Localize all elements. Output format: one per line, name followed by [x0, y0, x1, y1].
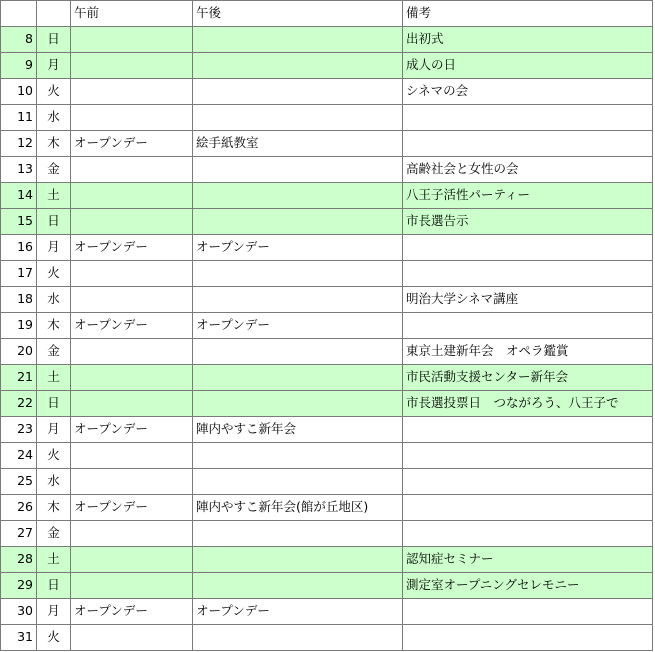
table-row — [1, 79, 653, 105]
pm-cell[interactable] — [193, 547, 403, 573]
note-cell[interactable]: 認知症セミナー — [403, 547, 653, 573]
weekday-cell[interactable]: 木 — [37, 131, 71, 157]
table-row — [1, 183, 653, 209]
header-cell-weekday[interactable] — [37, 1, 71, 27]
note-cell[interactable] — [403, 131, 653, 157]
weekday-cell[interactable]: 土 — [37, 183, 71, 209]
note-cell[interactable] — [403, 521, 653, 547]
table-row — [1, 53, 653, 79]
day-cell[interactable]: 11 — [1, 105, 37, 131]
note-cell[interactable]: 市民活動支援センター新年会 — [403, 365, 653, 391]
note-cell[interactable] — [403, 417, 653, 443]
am-cell[interactable]: オープンデー — [71, 417, 193, 443]
note-cell[interactable]: 高齢社会と女性の会 — [403, 157, 653, 183]
weekday-cell[interactable]: 水 — [37, 469, 71, 495]
pm-cell[interactable]: 陣内やすこ新年会(館が丘地区) — [193, 495, 403, 521]
weekday-cell[interactable]: 月 — [37, 417, 71, 443]
day-cell[interactable]: 31 — [1, 625, 37, 651]
table-row — [1, 469, 653, 495]
am-cell[interactable] — [71, 209, 193, 235]
pm-cell[interactable] — [193, 625, 403, 651]
note-cell[interactable] — [403, 495, 653, 521]
note-cell[interactable]: シネマの会 — [403, 79, 653, 105]
table-row — [1, 521, 653, 547]
day-cell[interactable]: 18 — [1, 287, 37, 313]
pm-cell[interactable] — [193, 365, 403, 391]
day-cell[interactable]: 20 — [1, 339, 37, 365]
am-cell[interactable]: オープンデー — [71, 599, 193, 625]
day-cell[interactable]: 10 — [1, 79, 37, 105]
pm-cell[interactable] — [193, 157, 403, 183]
weekday-cell[interactable]: 日 — [37, 209, 71, 235]
table-row — [1, 157, 653, 183]
pm-cell[interactable] — [193, 443, 403, 469]
table-row — [1, 443, 653, 469]
pm-cell[interactable] — [193, 183, 403, 209]
pm-cell[interactable]: オープンデー — [193, 313, 403, 339]
am-cell[interactable]: オープンデー — [71, 495, 193, 521]
table-row — [1, 495, 653, 521]
pm-cell[interactable] — [193, 339, 403, 365]
header-cell-day[interactable] — [1, 1, 37, 27]
note-cell[interactable] — [403, 261, 653, 287]
weekday-cell[interactable]: 日 — [37, 573, 71, 599]
day-cell[interactable]: 12 — [1, 131, 37, 157]
am-cell[interactable] — [71, 365, 193, 391]
am-cell[interactable] — [71, 391, 193, 417]
day-cell[interactable]: 27 — [1, 521, 37, 547]
weekday-cell[interactable]: 金 — [37, 521, 71, 547]
weekday-cell[interactable]: 水 — [37, 287, 71, 313]
pm-cell[interactable] — [193, 287, 403, 313]
weekday-cell[interactable]: 金 — [37, 157, 71, 183]
weekday-cell[interactable]: 水 — [37, 105, 71, 131]
table-row — [1, 209, 653, 235]
table-row — [1, 27, 653, 53]
am-cell[interactable] — [71, 157, 193, 183]
pm-cell[interactable] — [193, 391, 403, 417]
am-cell[interactable] — [71, 443, 193, 469]
day-cell[interactable]: 19 — [1, 313, 37, 339]
pm-cell[interactable] — [193, 53, 403, 79]
note-cell[interactable]: 測定室オープニングセレモニー — [403, 573, 653, 599]
am-cell[interactable] — [71, 261, 193, 287]
table-row — [1, 261, 653, 287]
table-row — [1, 599, 653, 625]
day-cell[interactable]: 14 — [1, 183, 37, 209]
am-cell[interactable]: オープンデー — [71, 313, 193, 339]
note-cell[interactable]: 市長選投票日 つながろう、八王子で — [403, 391, 653, 417]
weekday-cell[interactable]: 土 — [37, 547, 71, 573]
weekday-cell[interactable]: 火 — [37, 79, 71, 105]
day-cell[interactable]: 23 — [1, 417, 37, 443]
pm-cell[interactable] — [193, 27, 403, 53]
pm-cell[interactable] — [193, 261, 403, 287]
am-cell[interactable] — [71, 469, 193, 495]
note-cell[interactable] — [403, 469, 653, 495]
weekday-cell[interactable]: 月 — [37, 53, 71, 79]
am-cell[interactable]: オープンデー — [71, 235, 193, 261]
am-cell[interactable] — [71, 105, 193, 131]
day-cell[interactable]: 28 — [1, 547, 37, 573]
note-cell[interactable]: 八王子活性パーティー — [403, 183, 653, 209]
am-cell[interactable] — [71, 27, 193, 53]
table-row — [1, 417, 653, 443]
note-cell[interactable] — [403, 625, 653, 651]
pm-cell[interactable]: 陣内やすこ新年会 — [193, 417, 403, 443]
day-cell[interactable]: 16 — [1, 235, 37, 261]
pm-cell[interactable] — [193, 521, 403, 547]
note-cell[interactable]: 成人の日 — [403, 53, 653, 79]
note-cell[interactable] — [403, 599, 653, 625]
day-cell[interactable]: 26 — [1, 495, 37, 521]
am-cell[interactable] — [71, 547, 193, 573]
table-row — [1, 573, 653, 599]
weekday-cell[interactable]: 日 — [37, 27, 71, 53]
table-row — [1, 365, 653, 391]
am-cell[interactable] — [71, 339, 193, 365]
pm-cell[interactable] — [193, 105, 403, 131]
table-row — [1, 131, 653, 157]
weekday-cell[interactable]: 金 — [37, 339, 71, 365]
table-row — [1, 339, 653, 365]
day-cell[interactable]: 8 — [1, 27, 37, 53]
day-cell[interactable]: 15 — [1, 209, 37, 235]
am-cell[interactable] — [71, 625, 193, 651]
pm-cell[interactable]: 絵手紙教室 — [193, 131, 403, 157]
note-cell[interactable]: 市長選告示 — [403, 209, 653, 235]
pm-cell[interactable]: オープンデー — [193, 235, 403, 261]
weekday-cell[interactable]: 土 — [37, 365, 71, 391]
day-cell[interactable]: 24 — [1, 443, 37, 469]
table-row — [1, 547, 653, 573]
weekday-cell[interactable]: 月 — [37, 599, 71, 625]
weekday-cell[interactable]: 日 — [37, 391, 71, 417]
header-cell-note[interactable]: 備考 — [403, 1, 653, 27]
header-cell-am[interactable]: 午前 — [71, 1, 193, 27]
pm-cell[interactable] — [193, 573, 403, 599]
table-row — [1, 313, 653, 339]
pm-cell[interactable]: オープンデー — [193, 599, 403, 625]
day-cell[interactable]: 17 — [1, 261, 37, 287]
day-cell[interactable]: 29 — [1, 573, 37, 599]
day-cell[interactable]: 30 — [1, 599, 37, 625]
weekday-cell[interactable]: 火 — [37, 261, 71, 287]
am-cell[interactable] — [71, 183, 193, 209]
weekday-cell[interactable]: 火 — [37, 625, 71, 651]
table-row — [1, 625, 653, 651]
am-cell[interactable] — [71, 53, 193, 79]
weekday-cell[interactable]: 月 — [37, 235, 71, 261]
weekday-cell[interactable]: 木 — [37, 495, 71, 521]
table-row — [1, 287, 653, 313]
note-cell[interactable] — [403, 313, 653, 339]
note-cell[interactable] — [403, 105, 653, 131]
day-cell[interactable]: 21 — [1, 365, 37, 391]
header-cell-pm[interactable]: 午後 — [193, 1, 403, 27]
am-cell[interactable]: オープンデー — [71, 131, 193, 157]
header-row — [1, 1, 653, 27]
note-cell[interactable]: 出初式 — [403, 27, 653, 53]
day-cell[interactable]: 9 — [1, 53, 37, 79]
schedule-body — [1, 1, 653, 651]
note-cell[interactable] — [403, 235, 653, 261]
day-cell[interactable]: 22 — [1, 391, 37, 417]
table-row — [1, 235, 653, 261]
am-cell[interactable] — [71, 79, 193, 105]
weekday-cell[interactable]: 火 — [37, 443, 71, 469]
note-cell[interactable] — [403, 443, 653, 469]
am-cell[interactable] — [71, 521, 193, 547]
note-cell[interactable]: 東京土建新年会 オペラ鑑賞 — [403, 339, 653, 365]
note-cell[interactable]: 明治大学シネマ講座 — [403, 287, 653, 313]
day-cell[interactable]: 25 — [1, 469, 37, 495]
am-cell[interactable] — [71, 287, 193, 313]
table-row — [1, 391, 653, 417]
table-row — [1, 105, 653, 131]
pm-cell[interactable] — [193, 469, 403, 495]
pm-cell[interactable] — [193, 79, 403, 105]
pm-cell[interactable] — [193, 209, 403, 235]
weekday-cell[interactable]: 木 — [37, 313, 71, 339]
day-cell[interactable]: 13 — [1, 157, 37, 183]
am-cell[interactable] — [71, 573, 193, 599]
